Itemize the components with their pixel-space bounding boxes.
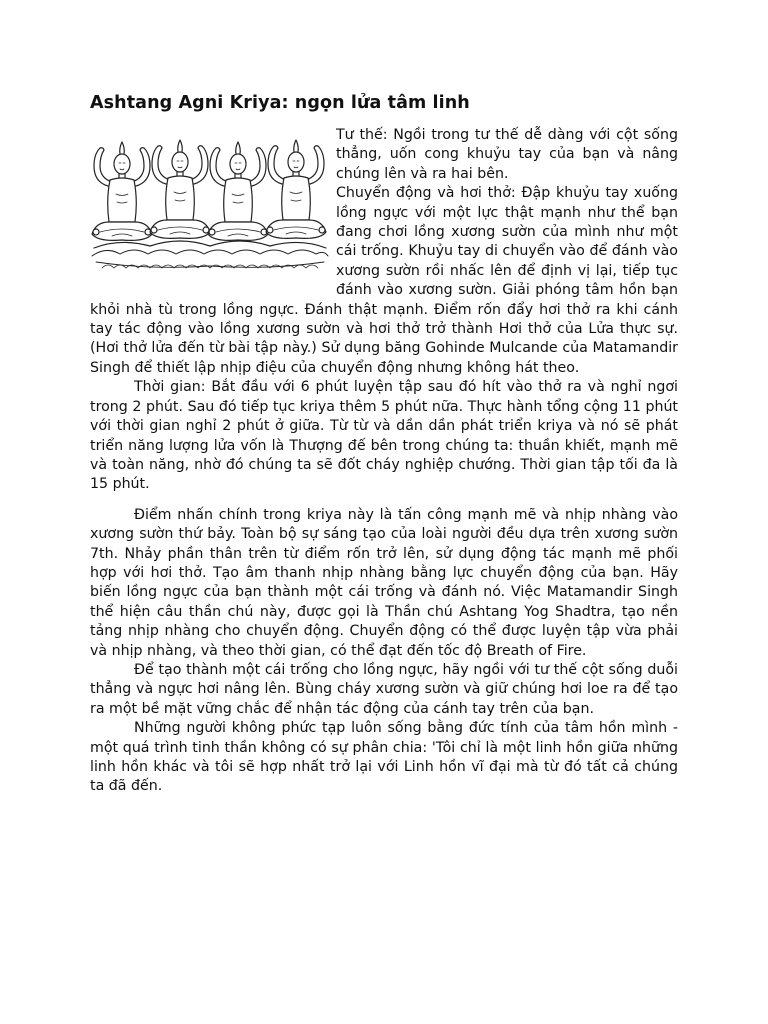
paragraph-drum-chest: Để tạo thành một cái trống cho lồng ngực, hãy ngồi với tư thế cột sống duỗi thẳng và ngực hơi nâng lên. Bùng cháy xương sườn và giữ chúng hơi loe ra để tạo ra một bề mặt vững chắc để nhận tác động của cánh tay trên của bạn. — [90, 661, 678, 717]
paragraph-time: Thời gian: Bắt đầu với 6 phút luyện tập sau đó hít vào thở ra và nghỉ ngơi trong 2 phút. Sau đó tiếp tục kriya thêm 5 phút nữa. Thực hành tổng cộng 11 phút với thời gian nghỉ 2 phút ở giữa. Từ từ và dần dần phát triển kriya và nó sẽ phát triển năng lượng lửa vốn là Thượng đế bên trong chúng ta: thuần khiết, mạnh mẽ và toàn năng, nhờ đó chúng ta sẽ đốt cháy nghiệp chướng. Thời gian tập tối đa là 15 phút. — [90, 379, 678, 493]
paragraph-movement-breath: Chuyển động và hơi thở: Đập khuỷu tay xuống lồng ngực với một lực thật mạnh như thể bạn đang chơi lồng xương sườn của mình như một cái trống. Khuỷu tay di chuyển vào để đánh vào xương sườn rồi nhấc lên để định vị lại, tiếp tục đánh vào xương sườn. Giải phóng tâm hồn bạn khỏi nhà tù trong lồng ngực. Đánh thật mạnh. Điểm rốn đẩy hơi thở ra khi cánh tay tác động vào lồng xương sườn và hơi thở trở thành Hơi thở của Lửa thực sự. (Hơi thở lửa đến từ bài tập này.) Sử dụng băng Gohinde Mulcande của Matamandir Singh để thiết lập nhịp điệu của chuyển động nhưng không hát theo. — [90, 185, 678, 376]
paragraph-soul: Những người không phức tạp luôn sống bằng đức tính của tâm hồn mình - một quá trình tinh thần không có sự phân chia: 'Tôi chỉ là một linh hồn giữa những linh hồn khác và tôi sẽ hợp nhất trở lại với Linh hồn vĩ đại mà từ đó tất cả chúng ta đã đến. — [90, 720, 678, 795]
document-page — [90, 92, 678, 797]
paragraph-posture: Tư thế: Ngồi trong tư thế dễ dàng với cột sống thẳng, uốn cong khuỷu tay của bạn và nâng chúng lên và ra hai bên. — [336, 127, 678, 182]
paragraph-main-focus: Điểm nhấn chính trong kriya này là tấn công mạnh mẽ và nhịp nhàng vào xương sườn thứ bảy. Toàn bộ sự sáng tạo của loài người đều dựa trên xương sườn 7th. Nhảy phần thân trên từ điểm rốn trở lên, sử dụng động tác mạnh mẽ phối hợp với hơi thở. Tạo âm thanh nhịp nhàng bằng lực chuyển động của bạn. Hãy biến lồng ngực của bạn thành một cái trống và đánh nó. Việc Matamandir Singh thể hiện câu thần chú này, được gọi là Thần chú Ashtang Yog Shadtra, tạo nền tảng nhịp nhàng cho chuyển động. Chuyển động có thể được luyện tập vừa phải và nhịp nhàng, và theo thời gian, có thể đạt đến tốc độ Breath of Fire. — [90, 506, 678, 659]
document-title: Ashtang Agni Kriya: ngọn lửa tâm linh — [90, 93, 470, 113]
yoga-poses-illustration — [90, 130, 330, 290]
